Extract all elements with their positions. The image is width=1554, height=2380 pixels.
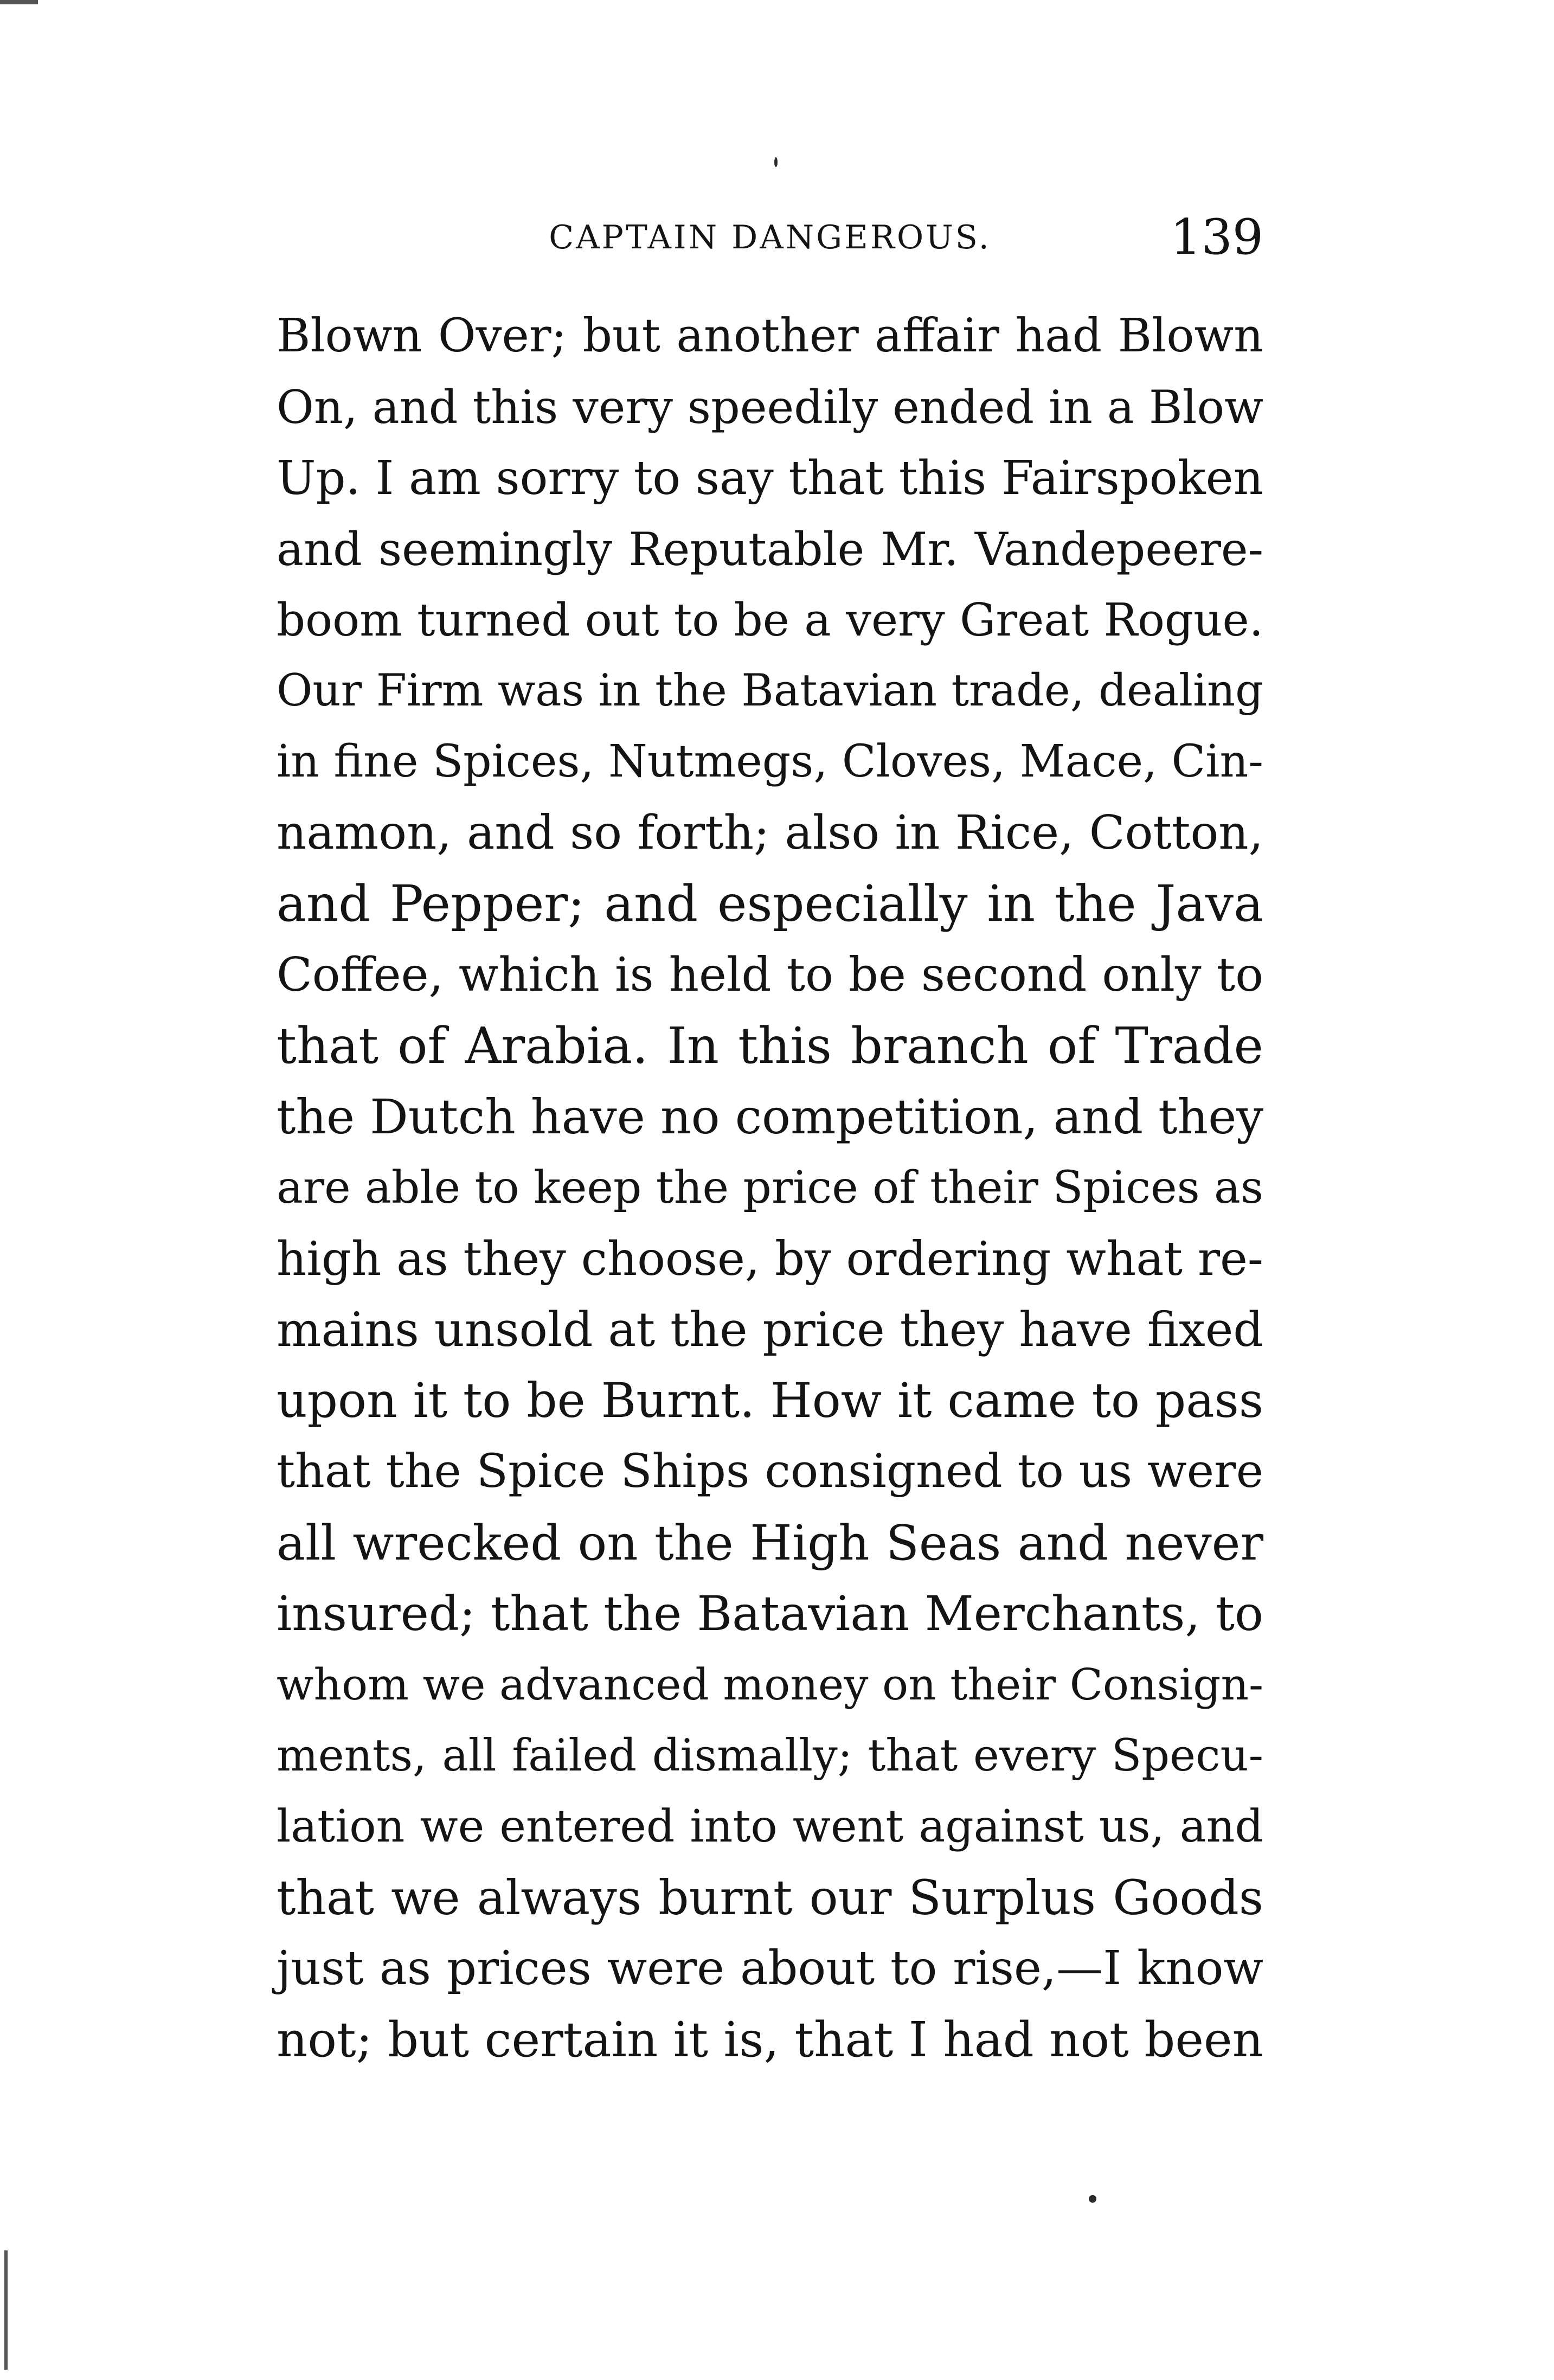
text-line: Our Firm was in the Batavian trade, dealing: [277, 665, 1263, 717]
text-line: in fine Spices, Nutmegs, Cloves, Mace, Cin-: [277, 736, 1263, 788]
text-line: all wrecked on the High Seas and never: [277, 1515, 1263, 1571]
text-line: are able to keep the price of their Spices as: [277, 1162, 1263, 1214]
text-line: Blown Over; but another affair had Blown: [277, 309, 1263, 363]
page-number: 139: [1170, 209, 1263, 266]
text-line: ments, all failed dismally; that every Specu-: [277, 1730, 1263, 1781]
text-line: Up. I am sorry to say that this Fairspoken: [277, 451, 1263, 505]
text-line: Coffee, which is held to be second only to: [277, 948, 1263, 1003]
text-line: the Dutch have no competition, and they: [277, 1088, 1263, 1145]
text-line: On, and this very speedily ended in a Blow: [277, 380, 1263, 434]
bottom-ink-speck: [1089, 2195, 1096, 2203]
text-line: insured; that the Batavian Merchants, to: [277, 1586, 1263, 1642]
text-line: that the Spice Ships consigned to us were: [277, 1445, 1263, 1499]
text-line: boom turned out to be a very Great Rogue.: [277, 593, 1263, 646]
top-ink-speck: [774, 157, 778, 167]
running-head: [277, 205, 1263, 270]
text-line: that of Arabia. In this branch of Trade: [277, 1016, 1263, 1075]
bottom-left-edge-mark: [4, 2250, 8, 2370]
text-line: lation we entered into went against us, and: [277, 1800, 1263, 1852]
text-line: and Pepper; and especially in the Java: [277, 875, 1263, 933]
text-line: namon, and so forth; also in Rice, Cotton,: [277, 806, 1263, 861]
top-left-edge-mark: [0, 0, 38, 4]
text-line: that we always burnt our Surplus Goods: [277, 1869, 1263, 1926]
text-line: just as prices were about to rise,—I know: [277, 1941, 1263, 1996]
running-title: CAPTAIN DANGEROUS.: [549, 219, 991, 256]
body-text: [277, 301, 1263, 2075]
text-line: not; but certain it is, that I had not been: [277, 2011, 1263, 2068]
text-line: whom we advanced money on their Consign-: [277, 1659, 1263, 1710]
text-line: upon it to be Burnt. How it came to pass: [277, 1372, 1263, 1429]
text-line: and seemingly Reputable Mr. Vandepeere-: [277, 522, 1263, 576]
text-line: mains unsold at the price they have fixed: [277, 1302, 1263, 1358]
text-line: high as they choose, by ordering what re-: [277, 1231, 1263, 1286]
